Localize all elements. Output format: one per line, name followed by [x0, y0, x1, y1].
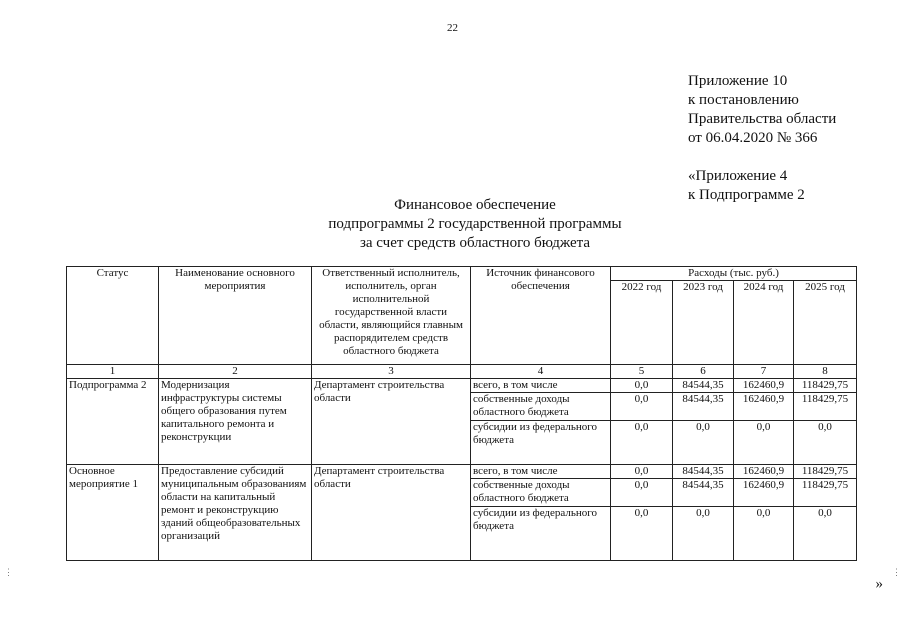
table-row	[67, 379, 857, 393]
appendix-line: от 06.04.2020 № 366	[688, 130, 818, 146]
value-2022: 0,0	[611, 465, 673, 479]
value-2024: 0,0	[734, 507, 794, 561]
header-name: Наименование основного мероприятия	[159, 267, 312, 365]
value-2025: 118429,75	[794, 379, 857, 393]
value-2024: 162460,9	[734, 479, 794, 507]
appendix-line: к постановлению	[688, 92, 799, 108]
value-2025: 0,0	[794, 507, 857, 561]
column-index: 2	[159, 365, 312, 379]
header-source: Источник финансового обеспечения	[471, 267, 611, 365]
column-index: 5	[611, 365, 673, 379]
source-cell: собственные доходы областного бюджета	[471, 393, 611, 421]
measure-name-cell: Модернизация инфраструктуры системы общего образования путем капитального ремонта и реконструкции	[159, 379, 312, 465]
executor-cell: Департамент строительства области	[312, 465, 471, 561]
header-executor: Ответственный исполнитель, исполнитель, орган исполнительной государственной власти области, являющийся главным распорядителем средств областного бюджета	[312, 267, 471, 365]
header-year-2025: 2025 год	[794, 281, 857, 365]
value-2025: 118429,75	[794, 479, 857, 507]
column-index: 4	[471, 365, 611, 379]
value-2023: 84544,35	[673, 465, 734, 479]
column-index: 1	[67, 365, 159, 379]
table-row	[67, 465, 857, 479]
header-year-2022: 2022 год	[611, 281, 673, 365]
column-index-row	[67, 365, 857, 379]
appendix-spacer	[688, 148, 836, 167]
header-year-2024: 2024 год	[734, 281, 794, 365]
title-line: подпрограммы 2 государственной программы	[328, 216, 622, 232]
value-2024: 162460,9	[734, 379, 794, 393]
value-2025: 0,0	[794, 421, 857, 465]
title-line: Финансовое обеспечение	[394, 197, 556, 213]
column-index: 3	[312, 365, 471, 379]
status-cell: Основное мероприятие 1	[67, 465, 159, 561]
source-cell: субсидии из федерального бюджета	[471, 421, 611, 465]
column-index: 7	[734, 365, 794, 379]
measure-name-cell: Предоставление субсидий муниципальным образованиям области на капитальный ремонт и реконструкцию зданий общеобразовательных организаций	[159, 465, 312, 561]
page-number: 22	[447, 22, 458, 34]
status-cell: Подпрограмма 2	[67, 379, 159, 465]
header-status: Статус	[67, 267, 159, 365]
column-index: 6	[673, 365, 734, 379]
appendix-line: к Подпрограмме 2	[688, 187, 805, 203]
value-2023: 0,0	[673, 421, 734, 465]
scan-edge-mark-left: ⋮	[4, 567, 13, 577]
closing-quote: »	[875, 576, 883, 592]
value-2025: 118429,75	[794, 465, 857, 479]
value-2022: 0,0	[611, 479, 673, 507]
source-cell: всего, в том числе	[471, 379, 611, 393]
value-2022: 0,0	[611, 507, 673, 561]
source-cell: всего, в том числе	[471, 465, 611, 479]
column-index: 8	[794, 365, 857, 379]
value-2023: 84544,35	[673, 479, 734, 507]
appendix-line: Приложение 10	[688, 73, 788, 89]
value-2025: 118429,75	[794, 393, 857, 421]
value-2024: 0,0	[734, 421, 794, 465]
value-2024: 162460,9	[734, 465, 794, 479]
value-2023: 84544,35	[673, 379, 734, 393]
value-2023: 0,0	[673, 507, 734, 561]
source-cell: собственные доходы областного бюджета	[471, 479, 611, 507]
value-2022: 0,0	[611, 379, 673, 393]
title-line: за счет средств областного бюджета	[359, 235, 591, 251]
header-expenses: Расходы (тыс. руб.)	[611, 267, 857, 281]
financing-table	[66, 266, 857, 561]
executor-cell: Департамент строительства области	[312, 379, 471, 465]
value-2022: 0,0	[611, 421, 673, 465]
header-year-2023: 2023 год	[673, 281, 734, 365]
document-title	[240, 196, 710, 253]
appendix-line: Правительства области	[688, 111, 837, 127]
value-2023: 84544,35	[673, 393, 734, 421]
scan-edge-mark-right: ⋮	[892, 567, 901, 577]
appendix-block	[688, 72, 836, 205]
appendix-line: «Приложение 4	[688, 168, 788, 184]
value-2024: 162460,9	[734, 393, 794, 421]
value-2022: 0,0	[611, 393, 673, 421]
source-cell: субсидии из федерального бюджета	[471, 507, 611, 561]
